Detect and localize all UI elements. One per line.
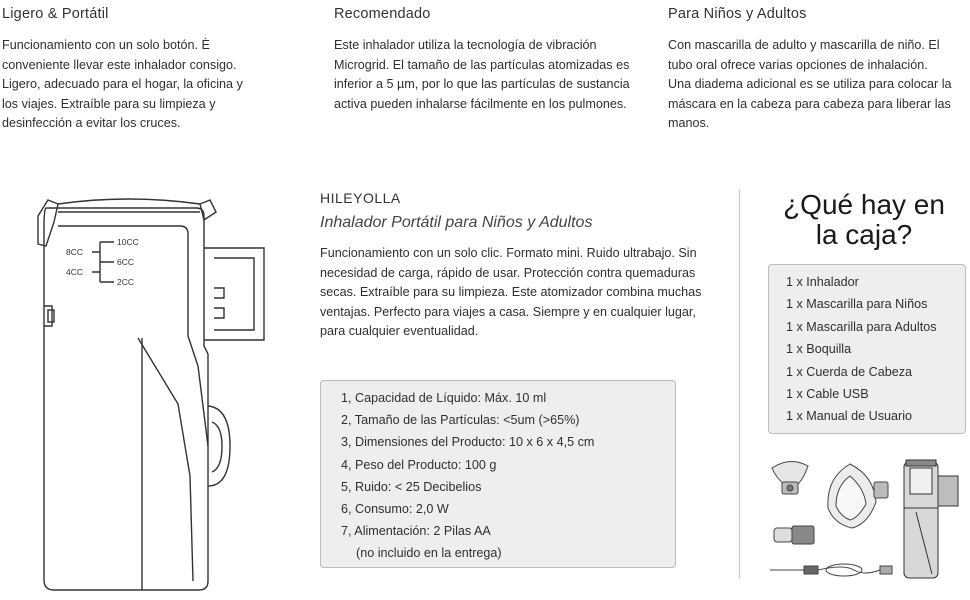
box-item: 1 x Boquilla xyxy=(786,342,852,357)
feature-text: Con mascarilla de adulto y mascarilla de niño. El tubo oral ofrece varias opciones de inhalación. Una diadema adicional es se utiliza para colocar la máscara en la cabeza para cabeza para liberar las manos. xyxy=(668,38,952,131)
feature-title: Para Niños y Adultos xyxy=(668,6,807,22)
spec-line: 5, Ruido: < 25 Decibelios xyxy=(341,479,482,494)
spec-line: 6, Consumo: 2,0 W xyxy=(341,502,449,517)
brand-name: HILEYOLLA xyxy=(320,190,401,206)
product-description: Funcionamiento con un solo clic. Formato mini. Ruido ultrabajo. Sin necesidad de carga, rápido de usar. Protección contra quemaduras secas. Extraíble para su limpieza. Este atomizador combina muchas ventajas. Perfecto para viajes a casa. Siempre y en cualquier lugar, para cualquier eventualidad. xyxy=(320,246,702,339)
box-contents-list xyxy=(768,264,966,434)
feature-text: Funcionamiento con un solo botón. È conveniente llevar este inhalador consigo. Ligero, adecuado para el hogar, la oficina y los viajes. Extraíble para su limpieza y desinfección a evitar los cruces. xyxy=(2,38,243,131)
box-item: 1 x Cable USB xyxy=(786,387,869,402)
product-info xyxy=(320,190,730,342)
box-title-line2: la caja? xyxy=(815,219,913,250)
spec-line-note: (no incluido en la entrega) xyxy=(356,546,502,561)
box-title xyxy=(758,190,970,250)
scale-label-6cc: 6CC xyxy=(117,257,135,267)
accessories-illustration xyxy=(764,448,970,588)
feature-text: Este inhalador utiliza la tecnología de vibración Microgrid. El tamaño de las partículas atomizadas es inferior a 5 µm, por lo que las partículas de sustancia activa pueden inhalarse fácilmente en los pulmones. xyxy=(334,38,630,111)
scale-label-2cc: 2CC xyxy=(117,277,135,287)
spec-line: 4, Peso del Producto: 100 g xyxy=(341,457,497,472)
box-item: 1 x Cuerda de Cabeza xyxy=(786,364,913,379)
mouthpiece-icon xyxy=(774,526,814,544)
spec-line: 7, Alimentación: 2 Pilas AA xyxy=(341,524,491,539)
feature-title: Recomendado xyxy=(334,6,431,22)
spec-line: 2, Tamaño de las Partículas: <5um (>65%) xyxy=(341,413,580,428)
specs-box xyxy=(320,380,676,568)
scale-label-10cc: 10CC xyxy=(117,237,139,247)
spec-line: 3, Dimensiones del Producto: 10 x 6 x 4,5 cm xyxy=(341,435,595,450)
vertical-divider xyxy=(739,190,740,578)
feature-kids-adults xyxy=(668,6,953,134)
box-item: 1 x Mascarilla para Niños xyxy=(786,297,928,312)
scale-label-8cc: 8CC xyxy=(66,247,84,257)
adult-mask-icon xyxy=(828,464,888,528)
box-item: 1 x Inhalador xyxy=(786,275,859,289)
scale-label-4cc: 4CC xyxy=(66,267,84,277)
product-subtitle: Inhalador Portátil para Niños y Adultos xyxy=(320,214,593,231)
feature-title: Ligero & Portátil xyxy=(2,6,109,22)
usb-cable-icon xyxy=(770,564,892,576)
feature-lightweight xyxy=(2,6,247,134)
box-item: 1 x Mascarilla para Adultos xyxy=(786,319,937,334)
box-item: 1 x Manual de Usuario xyxy=(786,409,913,424)
mini-nebulizer-icon xyxy=(904,460,958,578)
box-title-line1: ¿Qué hay en xyxy=(783,189,945,220)
feature-recommended xyxy=(334,6,634,114)
nebulizer-illustration xyxy=(18,186,290,596)
spec-line: 1, Capacidad de Líquido: Máx. 10 ml xyxy=(341,391,547,405)
child-mask-icon xyxy=(772,461,808,494)
